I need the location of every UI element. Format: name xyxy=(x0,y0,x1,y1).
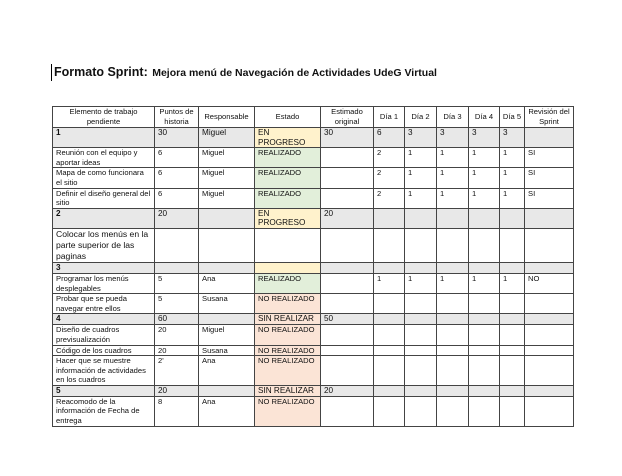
table-cell: Miguel xyxy=(199,128,255,148)
status-cell: REALIZADO xyxy=(255,148,321,168)
table-cell: 20 xyxy=(155,345,199,356)
table-cell: SI xyxy=(525,188,574,208)
status-cell: REALIZADO xyxy=(255,273,321,293)
table-cell xyxy=(199,314,255,325)
table-cell xyxy=(405,396,437,426)
table-cell xyxy=(437,356,469,386)
title-prefix: Formato Sprint: xyxy=(54,65,148,79)
header-cell: Día 5 xyxy=(500,107,525,128)
table-cell: 1 xyxy=(437,273,469,293)
header-cell: Estado xyxy=(255,107,321,128)
header-cell: Día 2 xyxy=(405,107,437,128)
table-cell: 2 xyxy=(374,168,405,188)
table-cell xyxy=(469,385,500,396)
task-name: Mapa de como funcionara el sitio xyxy=(53,168,155,188)
table-row xyxy=(53,396,574,426)
header-cell: Responsable xyxy=(199,107,255,128)
table-cell: 3 xyxy=(437,128,469,148)
table-cell: Miguel xyxy=(199,325,255,345)
group-row xyxy=(53,385,574,396)
status-cell: REALIZADO xyxy=(255,188,321,208)
table-row xyxy=(53,148,574,168)
table-cell: Ana xyxy=(199,396,255,426)
task-name: Código de los cuadros xyxy=(53,345,155,356)
table-cell: 5 xyxy=(155,294,199,314)
group-number: 4 xyxy=(53,314,155,325)
header-cell: Día 3 xyxy=(437,107,469,128)
task-name: Reunión con el equipo y aportar ideas xyxy=(53,148,155,168)
table-cell: 1 xyxy=(500,273,525,293)
table-cell xyxy=(500,228,525,262)
table-cell xyxy=(469,314,500,325)
table-cell xyxy=(374,262,405,273)
table-cell xyxy=(469,396,500,426)
group-number: 1 xyxy=(53,128,155,148)
table-cell xyxy=(437,262,469,273)
table-cell: 1 xyxy=(500,188,525,208)
table-cell xyxy=(525,294,574,314)
table-cell xyxy=(405,208,437,228)
table-cell xyxy=(405,314,437,325)
table-cell xyxy=(199,262,255,273)
table-cell: 1 xyxy=(405,188,437,208)
table-cell xyxy=(321,273,374,293)
table-cell xyxy=(437,396,469,426)
table-cell xyxy=(405,345,437,356)
table-cell: Miguel xyxy=(199,148,255,168)
status-cell: SIN REALIZAR xyxy=(255,385,321,396)
table-cell: 30 xyxy=(155,128,199,148)
table-cell xyxy=(321,188,374,208)
table-cell: 1 xyxy=(469,168,500,188)
table-cell xyxy=(405,325,437,345)
table-cell: 6 xyxy=(374,128,405,148)
table-row xyxy=(53,345,574,356)
status-cell: NO REALIZADO xyxy=(255,325,321,345)
table-cell: 1 xyxy=(374,273,405,293)
table-cell xyxy=(321,228,374,262)
table-cell: 20 xyxy=(321,385,374,396)
table-cell xyxy=(525,325,574,345)
table-cell xyxy=(469,356,500,386)
status-cell: EN PROGRESO xyxy=(255,208,321,228)
table-cell: 1 xyxy=(405,273,437,293)
table-cell: 20 xyxy=(321,208,374,228)
table-cell xyxy=(321,294,374,314)
table-cell xyxy=(374,208,405,228)
table-cell xyxy=(525,356,574,386)
table-cell xyxy=(437,208,469,228)
header-cell: Día 1 xyxy=(374,107,405,128)
header-cell: Estimado original xyxy=(321,107,374,128)
table-cell: 6 xyxy=(155,148,199,168)
table-cell: 60 xyxy=(155,314,199,325)
task-name: Diseño de cuadros previsualización xyxy=(53,325,155,345)
table-cell xyxy=(500,208,525,228)
table-cell: 5 xyxy=(155,273,199,293)
table-cell xyxy=(199,228,255,262)
table-cell: Ana xyxy=(199,273,255,293)
table-cell xyxy=(525,396,574,426)
status-cell: SIN REALIZAR xyxy=(255,314,321,325)
table-cell xyxy=(321,345,374,356)
table-cell xyxy=(321,396,374,426)
table-cell: 3 xyxy=(500,128,525,148)
table-row xyxy=(53,325,574,345)
table-cell xyxy=(525,314,574,325)
table-cell xyxy=(374,345,405,356)
table-body xyxy=(53,128,574,427)
table-cell xyxy=(437,314,469,325)
task-name: Programar los menús desplegables xyxy=(53,273,155,293)
table-cell xyxy=(469,294,500,314)
table-cell xyxy=(321,262,374,273)
table-cell: 20 xyxy=(155,325,199,345)
status-cell xyxy=(255,228,321,262)
status-cell xyxy=(255,262,321,273)
table-cell: 1 xyxy=(469,273,500,293)
table-cell xyxy=(525,228,574,262)
table-cell: 1 xyxy=(500,148,525,168)
document-title xyxy=(51,64,437,81)
table-cell: 2 xyxy=(374,188,405,208)
group-number: 3 xyxy=(53,262,155,273)
table-cell: Miguel xyxy=(199,168,255,188)
table-cell: 2' xyxy=(155,356,199,386)
table-cell xyxy=(500,294,525,314)
table-cell: 3 xyxy=(469,128,500,148)
table-cell xyxy=(374,228,405,262)
table-cell xyxy=(374,385,405,396)
table-cell: 3 xyxy=(405,128,437,148)
group-number: 5 xyxy=(53,385,155,396)
table-cell: 1 xyxy=(405,168,437,188)
table-cell xyxy=(525,385,574,396)
task-name: Definir el diseño general del sitio xyxy=(53,188,155,208)
table-cell xyxy=(437,385,469,396)
table-cell: 20 xyxy=(155,385,199,396)
table-cell xyxy=(437,325,469,345)
table-cell xyxy=(525,208,574,228)
table-cell: 1 xyxy=(469,188,500,208)
table-cell: SI xyxy=(525,168,574,188)
table-cell: Susana xyxy=(199,345,255,356)
table-cell xyxy=(469,208,500,228)
table-cell xyxy=(374,314,405,325)
status-cell: NO REALIZADO xyxy=(255,345,321,356)
table-row xyxy=(53,188,574,208)
table-cell: 8 xyxy=(155,396,199,426)
header-cell: Elemento de trabajo pendiente xyxy=(53,107,155,128)
table-cell: SI xyxy=(525,148,574,168)
table-cell xyxy=(500,314,525,325)
table-cell xyxy=(437,345,469,356)
table-cell: 20 xyxy=(155,208,199,228)
sprint-table xyxy=(52,106,574,427)
table-cell xyxy=(199,208,255,228)
table-row xyxy=(53,228,574,262)
table-cell: 1 xyxy=(437,148,469,168)
table-cell xyxy=(405,385,437,396)
task-name: Probar que se pueda navegar entre ellos xyxy=(53,294,155,314)
table-cell: 6 xyxy=(155,168,199,188)
status-cell: REALIZADO xyxy=(255,168,321,188)
title-name: Mejora menú de Navegación de Actividades UdeG Virtual xyxy=(152,67,437,79)
table-cell: Susana xyxy=(199,294,255,314)
table-cell xyxy=(500,356,525,386)
table-cell xyxy=(525,262,574,273)
table-cell xyxy=(469,325,500,345)
table-cell: 1 xyxy=(437,168,469,188)
header-cell: Revisión del Sprint xyxy=(525,107,574,128)
table-cell xyxy=(374,325,405,345)
table-row xyxy=(53,273,574,293)
group-row xyxy=(53,128,574,148)
table-cell xyxy=(500,325,525,345)
table-row xyxy=(53,168,574,188)
table-cell xyxy=(405,262,437,273)
status-cell: EN PROGRESO xyxy=(255,128,321,148)
table-cell xyxy=(469,228,500,262)
table-header-row xyxy=(53,107,574,128)
table-cell xyxy=(374,356,405,386)
table-cell xyxy=(500,396,525,426)
table-cell: 50 xyxy=(321,314,374,325)
task-name: Hacer que se muestre información de actividades en los cuadros xyxy=(53,356,155,386)
table-cell xyxy=(500,262,525,273)
group-row xyxy=(53,314,574,325)
task-name: Colocar los menús en la parte superior de las paginas xyxy=(53,228,155,262)
table-cell xyxy=(469,345,500,356)
table-cell: 1 xyxy=(405,148,437,168)
table-cell xyxy=(500,345,525,356)
group-number: 2 xyxy=(53,208,155,228)
table-cell xyxy=(525,128,574,148)
table-cell xyxy=(321,356,374,386)
table-cell: 1 xyxy=(469,148,500,168)
table-cell: NO xyxy=(525,273,574,293)
table-row xyxy=(53,294,574,314)
table-cell xyxy=(321,148,374,168)
table-cell: Miguel xyxy=(199,188,255,208)
group-row xyxy=(53,208,574,228)
table-cell: 6 xyxy=(155,188,199,208)
table-cell xyxy=(405,356,437,386)
table-cell xyxy=(321,168,374,188)
status-cell: NO REALIZADO xyxy=(255,396,321,426)
header-cell: Puntos de historia xyxy=(155,107,199,128)
status-cell: NO REALIZADO xyxy=(255,356,321,386)
table-cell: 1 xyxy=(500,168,525,188)
table-cell xyxy=(155,262,199,273)
group-row xyxy=(53,262,574,273)
table-cell xyxy=(374,294,405,314)
table-cell xyxy=(199,385,255,396)
table-cell: Ana xyxy=(199,356,255,386)
status-cell: NO REALIZADO xyxy=(255,294,321,314)
table-cell: 30 xyxy=(321,128,374,148)
table-cell xyxy=(469,262,500,273)
table-cell xyxy=(405,228,437,262)
table-cell xyxy=(321,325,374,345)
table-cell xyxy=(525,345,574,356)
task-name: Reacomodo de la información de Fecha de entrega xyxy=(53,396,155,426)
table-cell: 1 xyxy=(437,188,469,208)
table-cell xyxy=(374,396,405,426)
table-cell xyxy=(155,228,199,262)
table-cell xyxy=(437,294,469,314)
table-cell xyxy=(437,228,469,262)
header-cell: Día 4 xyxy=(469,107,500,128)
table-cell: 2 xyxy=(374,148,405,168)
table-cell xyxy=(500,385,525,396)
table-row xyxy=(53,356,574,386)
table-cell xyxy=(405,294,437,314)
